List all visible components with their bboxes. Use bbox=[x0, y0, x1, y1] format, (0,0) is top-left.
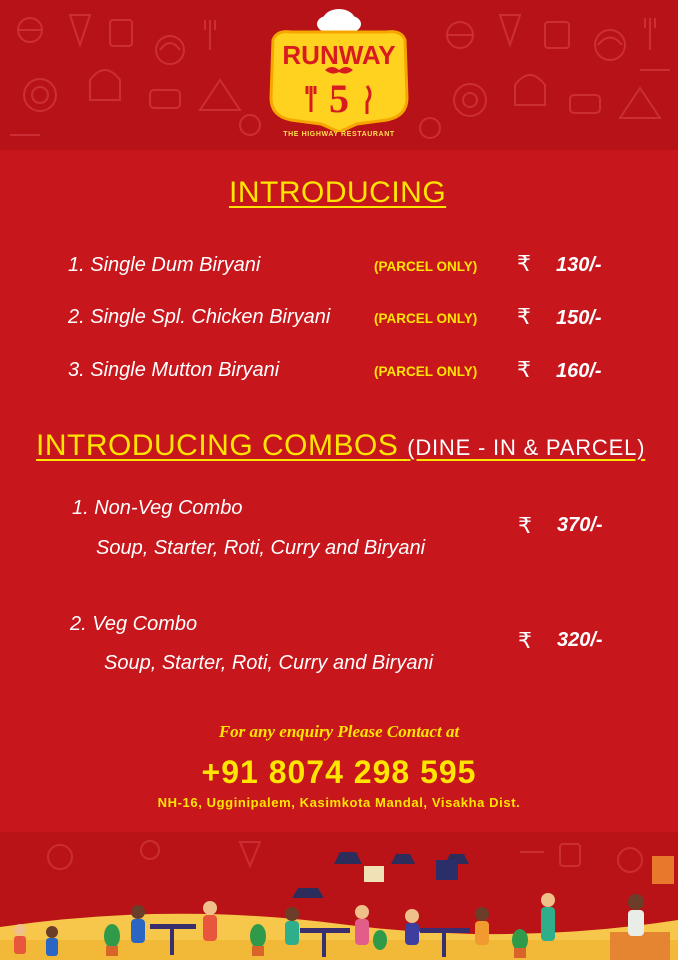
runway5-logo bbox=[267, 8, 411, 132]
menu-item-price: 130/- bbox=[556, 254, 602, 276]
menu-item-name: 2. Single Spl. Chicken Biryani bbox=[68, 306, 331, 328]
combos-title: INTRODUCING COMBOS bbox=[36, 429, 399, 462]
section-title-combos bbox=[36, 429, 645, 463]
parcel-tag: (PARCEL ONLY) bbox=[374, 364, 478, 379]
rupee-icon: ₹ bbox=[518, 513, 532, 538]
enquiry-text: For any enquiry Please Contact at bbox=[218, 722, 460, 741]
logo-name: RUNWAY bbox=[282, 40, 396, 70]
rupee-icon: ₹ bbox=[518, 628, 532, 653]
section-title-introducing: INTRODUCING bbox=[229, 176, 447, 209]
combos-subtitle: (DINE - IN & PARCEL) bbox=[407, 435, 646, 460]
parcel-tag: (PARCEL ONLY) bbox=[374, 259, 478, 274]
logo-tagline: THE HIGHWAY RESTAURANT bbox=[283, 131, 395, 138]
rupee-icon: ₹ bbox=[517, 357, 531, 382]
address-text: NH-16, Ugginipalem, Kasimkota Mandal, Visakha Dist. bbox=[157, 795, 521, 810]
combo-description: Soup, Starter, Roti, Curry and Biryani bbox=[104, 652, 434, 674]
combo-name: 1. Non-Veg Combo bbox=[72, 497, 243, 519]
menu-item-name: 3. Single Mutton Biryani bbox=[68, 359, 280, 381]
logo-number: 5 bbox=[329, 76, 349, 121]
phone-number: +91 8074 298 595 bbox=[201, 754, 477, 790]
menu-item-name: 1. Single Dum Biryani bbox=[68, 254, 261, 276]
combo-price: 370/- bbox=[557, 514, 603, 536]
rupee-icon: ₹ bbox=[517, 251, 531, 276]
restaurant-illustration bbox=[0, 832, 678, 960]
menu-item-price: 150/- bbox=[556, 307, 602, 329]
combo-name: 2. Veg Combo bbox=[70, 613, 198, 635]
menu-item-price: 160/- bbox=[556, 360, 602, 382]
parcel-tag: (PARCEL ONLY) bbox=[374, 311, 478, 326]
rupee-icon: ₹ bbox=[517, 304, 531, 329]
combo-description: Soup, Starter, Roti, Curry and Biryani bbox=[96, 537, 426, 559]
combo-price: 320/- bbox=[557, 629, 603, 651]
